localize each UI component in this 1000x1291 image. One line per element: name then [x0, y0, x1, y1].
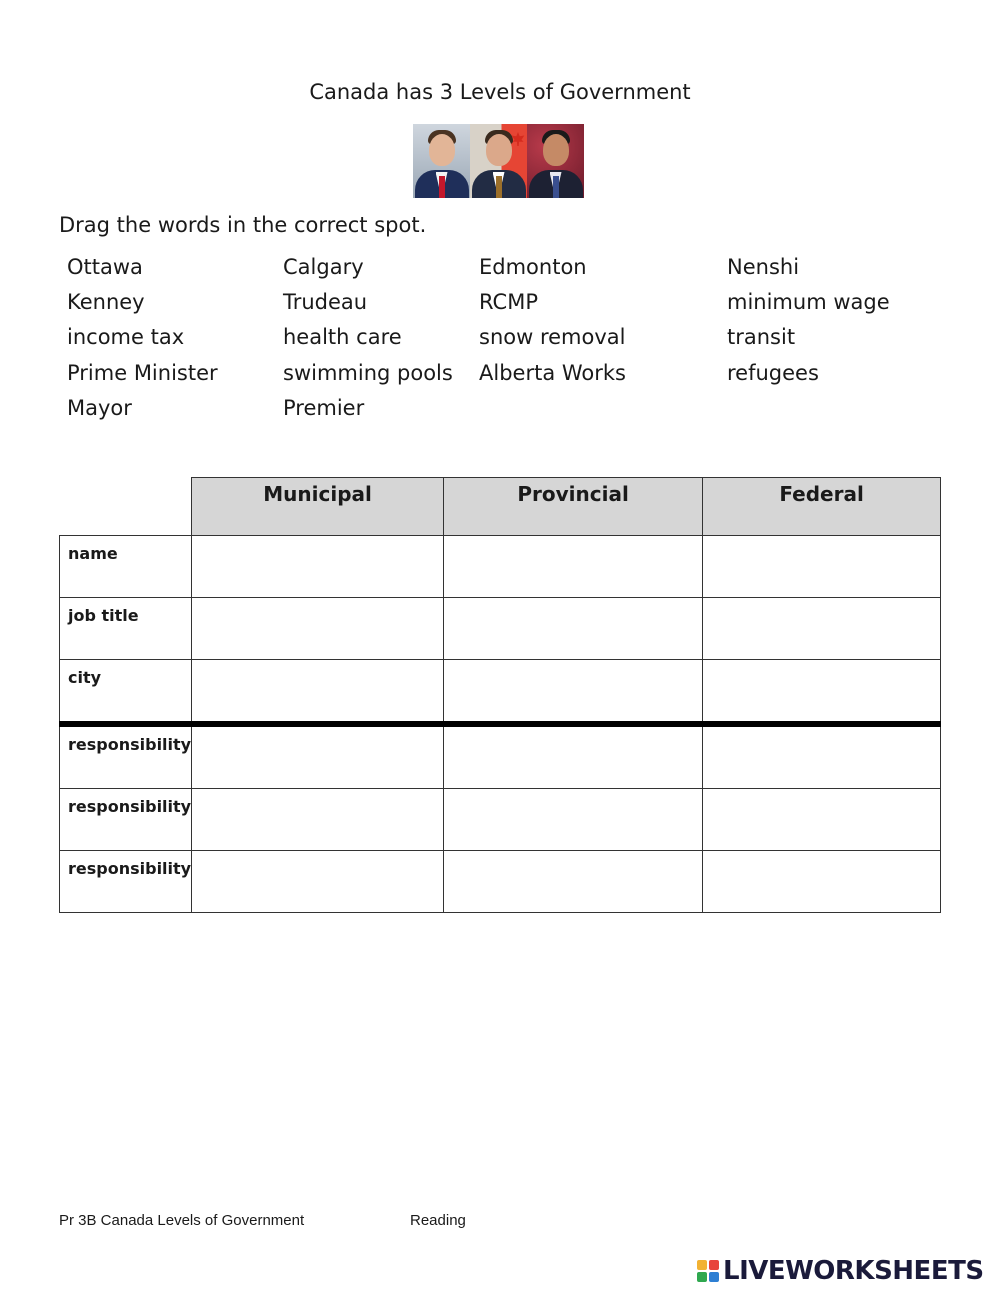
drag-word[interactable]: transit	[727, 325, 796, 349]
drag-word[interactable]: swimming pools	[283, 361, 453, 385]
header-municipal: Municipal	[192, 478, 444, 536]
drag-word[interactable]: Ottawa	[67, 255, 143, 279]
brand-name: LIVEWORKSHEETS	[723, 1256, 984, 1286]
header-provincial: Provincial	[444, 478, 703, 536]
drop-zone-federal-job-title[interactable]	[703, 598, 941, 660]
drag-word[interactable]: income tax	[67, 325, 185, 349]
drag-word[interactable]: Kenney	[67, 290, 145, 314]
drag-word[interactable]: Mayor	[67, 396, 132, 420]
drop-zone-federal-name[interactable]	[703, 536, 941, 598]
row-label-responsibility: responsibility	[60, 724, 192, 789]
drop-zone-provincial-responsibility[interactable]	[444, 851, 703, 913]
footer-reading-label: Reading	[410, 1212, 466, 1229]
row-label-name: name	[60, 536, 192, 598]
drop-zone-provincial-responsibility[interactable]	[444, 789, 703, 851]
header-federal: Federal	[703, 478, 941, 536]
drop-zone-municipal-name[interactable]	[192, 536, 444, 598]
table-row	[60, 660, 941, 725]
drop-zone-municipal-job-title[interactable]	[192, 598, 444, 660]
drag-word[interactable]: minimum wage	[727, 290, 890, 314]
drag-word[interactable]: Alberta Works	[479, 361, 626, 385]
photo-federal-leader	[413, 124, 470, 198]
drop-zone-federal-responsibility[interactable]	[703, 724, 941, 789]
drag-word[interactable]: Calgary	[283, 255, 364, 279]
drag-word[interactable]: Premier	[283, 396, 365, 420]
drag-word[interactable]: refugees	[727, 361, 819, 385]
drop-zone-municipal-responsibility[interactable]	[192, 789, 444, 851]
government-levels-table	[59, 477, 941, 913]
drop-zone-municipal-responsibility[interactable]	[192, 724, 444, 789]
row-label-job-title: job title	[60, 598, 192, 660]
table-row	[60, 598, 941, 660]
footer-document-title: Pr 3B Canada Levels of Government	[59, 1212, 305, 1229]
instructions: Drag the words in the correct spot.	[59, 213, 427, 237]
word-bank	[67, 255, 947, 435]
drop-zone-municipal-city[interactable]	[192, 660, 444, 725]
drag-word[interactable]: RCMP	[479, 290, 538, 314]
liveworksheets-logo-icon	[697, 1260, 719, 1282]
page-title: Canada has 3 Levels of Government	[309, 80, 691, 104]
drag-word[interactable]: Edmonton	[479, 255, 587, 279]
table-row	[60, 724, 941, 789]
photo-municipal-leader	[527, 124, 584, 198]
row-label-responsibility: responsibility	[60, 789, 192, 851]
drop-zone-provincial-job-title[interactable]	[444, 598, 703, 660]
row-label-city: city	[60, 660, 192, 725]
drop-zone-municipal-responsibility[interactable]	[192, 851, 444, 913]
liveworksheets-brand[interactable]	[697, 1256, 984, 1286]
table-row	[60, 789, 941, 851]
leaders-photo	[413, 124, 584, 198]
table-row	[60, 536, 941, 598]
drag-word[interactable]: Trudeau	[283, 290, 368, 314]
photo-provincial-leader	[470, 124, 527, 198]
drop-zone-federal-responsibility[interactable]	[703, 851, 941, 913]
row-label-responsibility: responsibility	[60, 851, 192, 913]
table-header-row	[60, 478, 941, 536]
drag-word[interactable]: Prime Minister	[67, 361, 218, 385]
drop-zone-federal-responsibility[interactable]	[703, 789, 941, 851]
drop-zone-federal-city[interactable]	[703, 660, 941, 725]
drop-zone-provincial-city[interactable]	[444, 660, 703, 725]
drag-word[interactable]: snow removal	[479, 325, 626, 349]
table-corner	[60, 478, 192, 536]
drag-word[interactable]: Nenshi	[727, 255, 800, 279]
table-row	[60, 851, 941, 913]
drop-zone-provincial-responsibility[interactable]	[444, 724, 703, 789]
drop-zone-provincial-name[interactable]	[444, 536, 703, 598]
drag-word[interactable]: health care	[283, 325, 402, 349]
